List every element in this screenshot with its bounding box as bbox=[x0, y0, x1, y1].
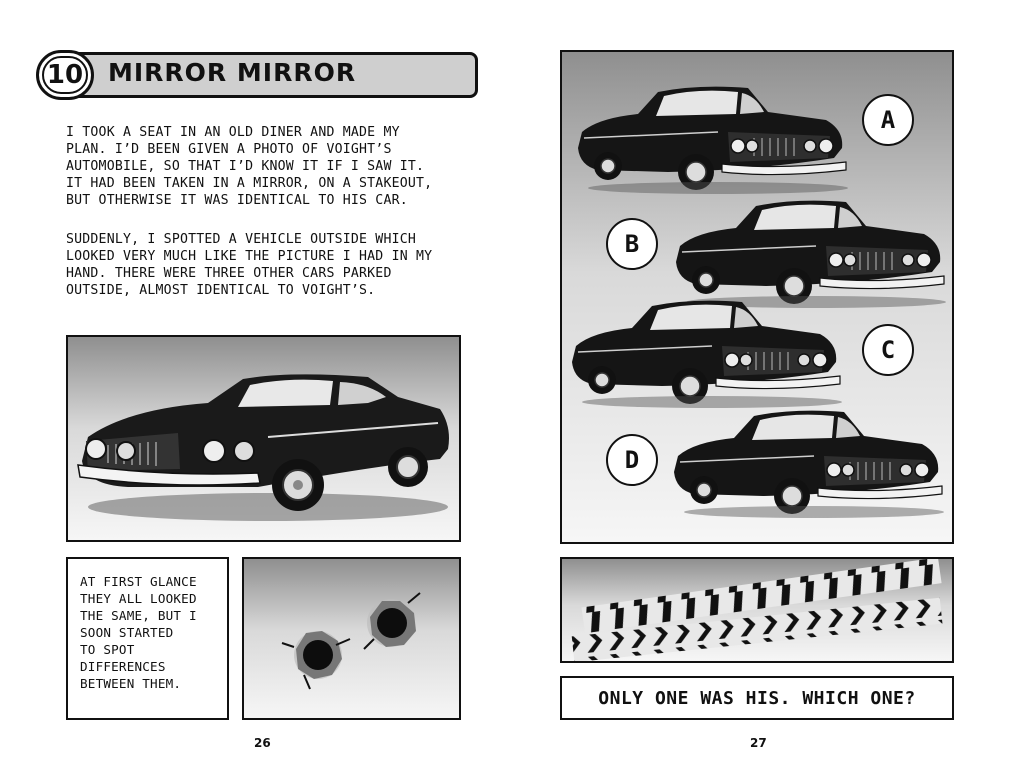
story-line: PLAN. I’D BEEN GIVEN A PHOTO OF VOIGHT’S bbox=[66, 142, 392, 157]
option-label-d: D bbox=[606, 434, 658, 486]
page-number-left: 26 bbox=[254, 736, 271, 750]
caption-line: THE SAME, BUT I bbox=[80, 608, 197, 623]
caption-line: DIFFERENCES bbox=[80, 659, 166, 674]
reference-car-panel bbox=[66, 335, 461, 542]
story-line: I TOOK A SEAT IN AN OLD DINER AND MADE MY bbox=[66, 125, 400, 140]
reference-car-shape bbox=[78, 374, 449, 511]
bullet-hole-1 bbox=[282, 631, 350, 689]
story-paragraph-2 bbox=[66, 231, 466, 299]
car-option-d bbox=[674, 411, 944, 518]
story-line: AUTOMOBILE, SO THAT I’D KNOW IT IF I SAW IT. bbox=[66, 159, 425, 174]
car-option-a bbox=[578, 87, 848, 194]
chapter-title-bar bbox=[36, 50, 478, 100]
chapter-number: 10 bbox=[46, 60, 84, 90]
option-label-c: C bbox=[862, 324, 914, 376]
caption-line: THEY ALL LOOKED bbox=[80, 591, 197, 606]
tire-tracks-panel bbox=[560, 557, 954, 663]
caption-line: AT FIRST GLANCE bbox=[80, 574, 197, 589]
bullet-hole-2 bbox=[364, 593, 420, 649]
caption-text bbox=[80, 573, 220, 692]
tire-tracks-illustration bbox=[562, 559, 952, 661]
car-option-c bbox=[572, 301, 842, 408]
car-lineup-panel bbox=[560, 50, 954, 544]
chapter-number-badge bbox=[36, 50, 94, 100]
story-line: BUT OTHERWISE IT WAS IDENTICAL TO HIS CAR. bbox=[66, 193, 408, 208]
caption-line: BETWEEN THEM. bbox=[80, 676, 182, 691]
caption-panel bbox=[66, 557, 229, 720]
story-line: LOOKED VERY MUCH LIKE THE PICTURE I HAD IN MY bbox=[66, 249, 433, 264]
bullet-holes-illustration bbox=[244, 559, 459, 718]
page-number-right: 27 bbox=[750, 736, 767, 750]
story-paragraph-1 bbox=[66, 124, 466, 209]
story-line: IT HAD BEEN TAKEN IN A MIRROR, ON A STAKEOUT, bbox=[66, 176, 433, 191]
caption-line: SOON STARTED bbox=[80, 625, 174, 640]
chapter-title: MIRROR MIRROR bbox=[108, 58, 357, 87]
car-option-b bbox=[676, 201, 946, 308]
story-line: SUDDENLY, I SPOTTED A VEHICLE OUTSIDE WHICH bbox=[66, 232, 417, 247]
bullet-holes-panel bbox=[242, 557, 461, 720]
story-line: OUTSIDE, ALMOST IDENTICAL TO VOIGHT’S. bbox=[66, 283, 376, 298]
story-line: HAND. THERE WERE THREE OTHER CARS PARKED bbox=[66, 266, 392, 281]
option-label-a: A bbox=[862, 94, 914, 146]
reference-car-illustration bbox=[68, 337, 459, 540]
question-text: ONLY ONE WAS HIS. WHICH ONE? bbox=[598, 687, 916, 709]
caption-line: TO SPOT bbox=[80, 642, 135, 657]
option-label-b: B bbox=[606, 218, 658, 270]
question-panel bbox=[560, 676, 954, 720]
